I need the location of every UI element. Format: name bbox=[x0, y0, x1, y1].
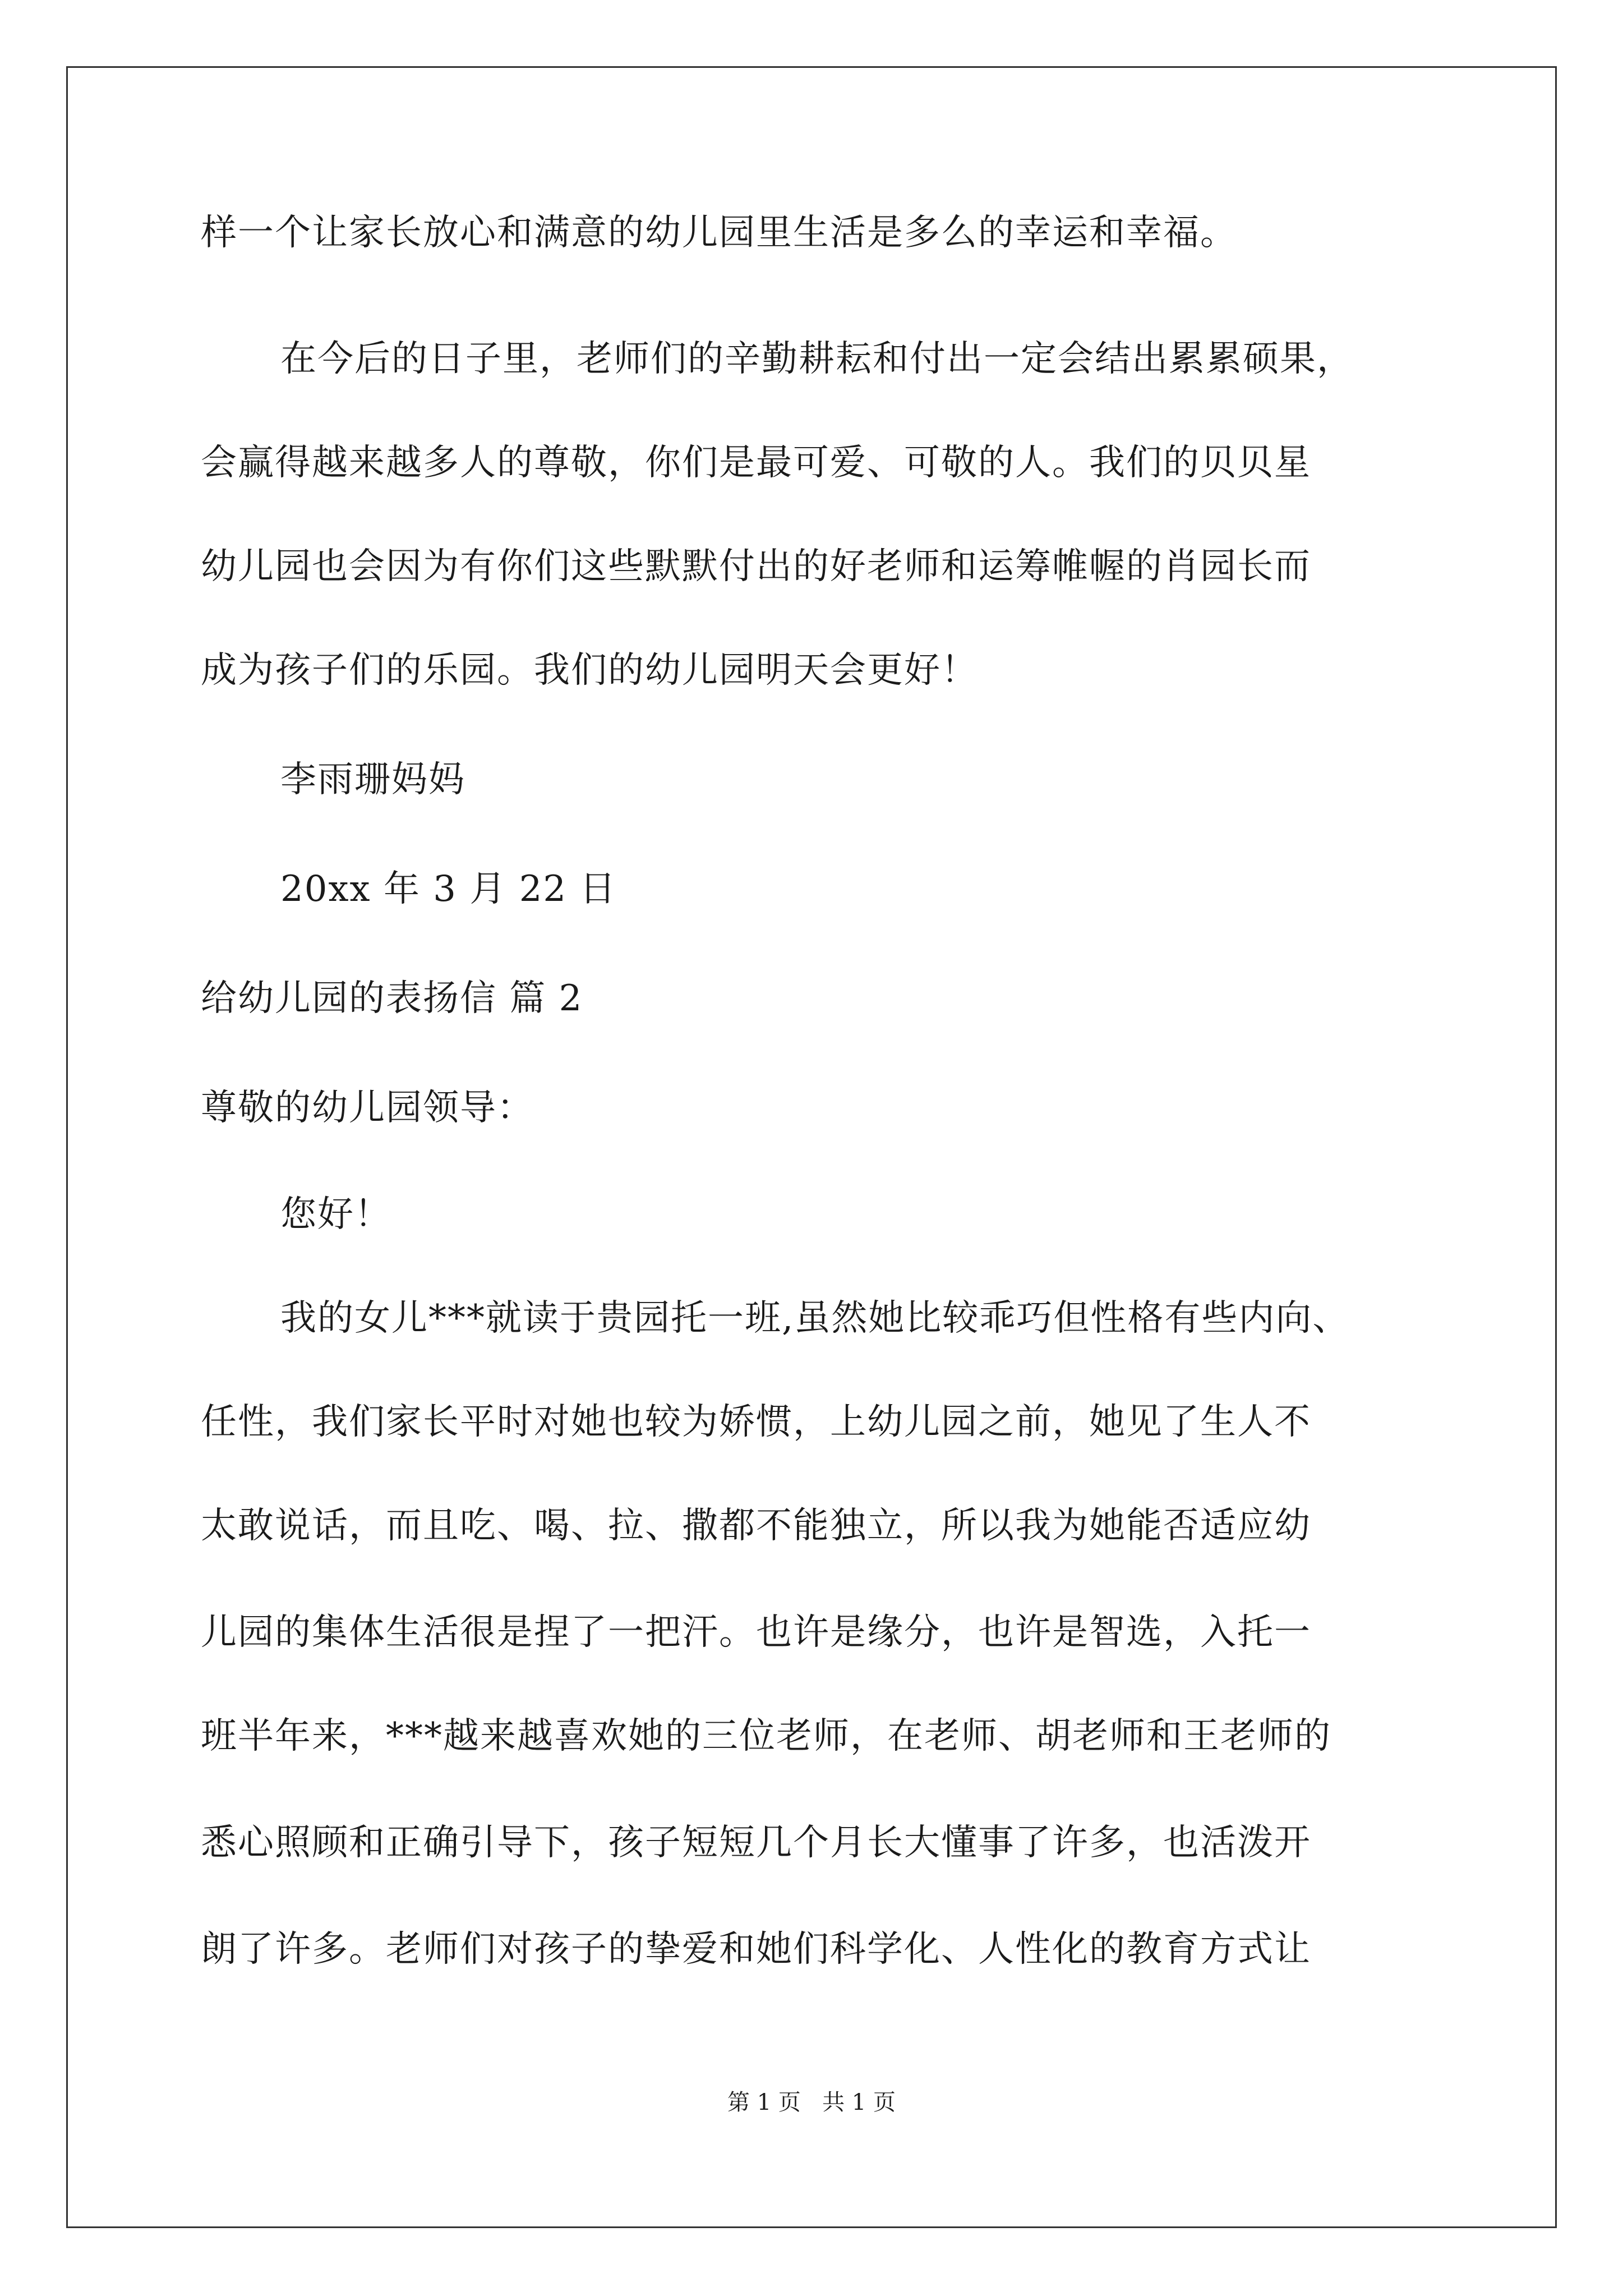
paragraph-line: 太敢说话，而且吃、喝、拉、撒都不能独立，所以我为她能否适应幼 bbox=[201, 1505, 1311, 1547]
signature-date: 20xx 年 3 月 22 日 bbox=[280, 868, 617, 910]
page-footer: 第 1 页 共 1 页 bbox=[727, 2090, 896, 2115]
greeting: 您好！ bbox=[280, 1194, 391, 1235]
paragraph-line: 成为孩子们的乐园。我们的幼儿园明天会更好！ bbox=[201, 650, 978, 691]
paragraph-line: 任性，我们家长平时对她也较为娇惯，上幼儿园之前，她见了生人不 bbox=[201, 1401, 1311, 1443]
paragraph-line: 悉心照顾和正确引导下，孩子短短几个月长大懂事了许多，也活泼开 bbox=[201, 1822, 1311, 1864]
salutation: 尊敬的幼儿园领导： bbox=[201, 1087, 534, 1129]
paragraph-line: 幼儿园也会因为有你们这些默默付出的好老师和运筹帷幄的肖园长而 bbox=[201, 546, 1311, 587]
paragraph-line: 朗了许多。老师们对孩子的挚爱和她们科学化、人性化的教育方式让 bbox=[201, 1929, 1311, 1970]
paragraph-line: 班半年来，***越来越喜欢她的三位老师，在老师、胡老师和王老师的 bbox=[201, 1715, 1331, 1757]
paragraph-line: 样一个让家长放心和满意的幼儿园里生活是多么的幸运和幸福。 bbox=[201, 212, 1237, 254]
signature-name: 李雨珊妈妈 bbox=[280, 759, 465, 800]
paragraph-line: 在今后的日子里，老师们的辛勤耕耘和付出一定会结出累累硕果， bbox=[280, 338, 1354, 380]
section-heading: 给幼儿园的表扬信 篇 2 bbox=[201, 978, 583, 1019]
paragraph-line: 我的女儿***就读于贵园托一班,虽然她比较乖巧但性格有些内向、 bbox=[280, 1297, 1350, 1339]
paragraph-line: 儿园的集体生活很是捏了一把汗。也许是缘分，也许是智选，入托一 bbox=[201, 1612, 1311, 1653]
page-frame bbox=[66, 66, 1557, 2228]
paragraph-line: 会赢得越来越多人的尊敬，你们是最可爱、可敬的人。我们的贝贝星 bbox=[201, 442, 1311, 484]
